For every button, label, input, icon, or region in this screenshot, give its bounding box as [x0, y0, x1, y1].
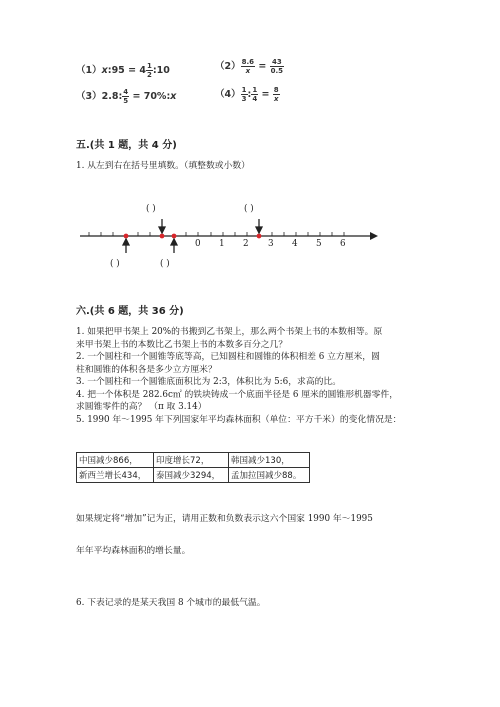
q-line-5: 3. 一个圆柱和一个圆锥底面积比为 2:3，体积比为 5:6，求高的比。	[76, 377, 342, 387]
table-cell: 泰国减少3294，	[154, 468, 229, 483]
number-line-figure	[0, 0, 500, 300]
forest-area-table	[76, 452, 310, 483]
table-row	[77, 468, 310, 483]
section-5-question-1: 1. 从左到右在括号里填数。（填整数或小数）	[76, 161, 250, 171]
q-line-2: 来甲书架上书的本数比乙书架上书的本数多百分之几？	[76, 339, 288, 350]
table-cell: 韩国减少130，	[229, 453, 310, 468]
after-table-line-2: 年年平均森林面积的增长量。	[76, 546, 191, 556]
equation-2-fraction-right: $\frac{43}{0.5}$	[270, 58, 284, 75]
q-line-8: 5. 1990 年～1995 年下列国家年平均森林面积（单位：平方千米）的变化情况是：	[76, 414, 402, 425]
blank-paren-top-1[interactable]: ( )	[146, 204, 156, 214]
table-row	[77, 453, 310, 468]
equation-1-label: （1）	[76, 65, 102, 76]
tick-label-1: 1	[219, 239, 225, 249]
equation-2: （2） $\frac{8.6}{x}$ = $\frac{43}{0.5}$	[215, 58, 284, 75]
blank-paren-bottom-1[interactable]: ( )	[110, 259, 120, 269]
blank-paren-bottom-2[interactable]: ( )	[160, 259, 170, 269]
section-6-questions	[76, 326, 436, 426]
q-line-3: 2. 一个圆柱和一个圆锥等底等高，已知圆柱和圆锥的体积相差 6 立方厘米，圆	[76, 352, 380, 362]
blank-paren-top-2[interactable]: ( )	[244, 204, 254, 214]
equation-1-text2: :10	[152, 65, 170, 76]
tick-label-4: 4	[292, 239, 298, 249]
q-line-7: 求圆锥零件的高？ （π 取 3.14）	[76, 402, 207, 412]
section-6-question-6: 6. 下表记录的是某天我国 8 个城市的最低气温。	[76, 598, 266, 608]
table-cell: 新西兰增长434，	[77, 468, 154, 483]
q-line-6: 4. 把一个体积是 282.6c㎡ 的铁块铸成一个底面半径是 6 厘米的圆锥形机器零件，	[76, 389, 398, 400]
tick-label-0: 0	[195, 239, 201, 249]
tick-label-2: 2	[243, 239, 249, 249]
tick-label-5: 5	[316, 239, 322, 249]
tick-label-3: 3	[268, 239, 274, 249]
equation-4: （4） $\frac{1}{3}$ : $\frac{1}{4}$ = $\frac{8}{x}$	[215, 86, 279, 103]
equation-3: （3）2.8: $\frac{4}{5}$ = 70%:x	[76, 88, 177, 105]
q-line-4: 柱和圆锥的体积各是多少立方厘米？	[76, 364, 217, 375]
table-cell: 中国减少866，	[77, 453, 154, 468]
tick-label-6: 6	[340, 239, 346, 249]
table-cell: 印度增长72，	[154, 453, 229, 468]
equation-1-text: :95 = 4	[107, 65, 146, 76]
number-line-arrowhead	[370, 232, 378, 240]
equation-1-fraction: $\frac{1}{2}$	[146, 62, 152, 79]
section-6-heading: 六.(共 6 题，共 36 分)	[76, 306, 184, 317]
q-line-1: 1. 如果把甲书架上 20%的书搬到乙书架上，那么两个书架上书的本数相等。原	[76, 327, 383, 337]
after-table-line-1: 如果规定将“增加”记为正，请用正数和负数表示这六个国家 1990 年～1995	[76, 514, 373, 524]
equation-2-fraction-left: $\frac{8.6}{x}$	[241, 58, 255, 75]
equation-1-var: x	[101, 65, 108, 76]
section-5-heading: 五.(共 1 题，共 4 分)	[76, 140, 177, 151]
table-cell: 孟加拉国减少88。	[229, 468, 310, 483]
equation-3-fraction: $\frac{4}{5}$	[123, 88, 129, 105]
